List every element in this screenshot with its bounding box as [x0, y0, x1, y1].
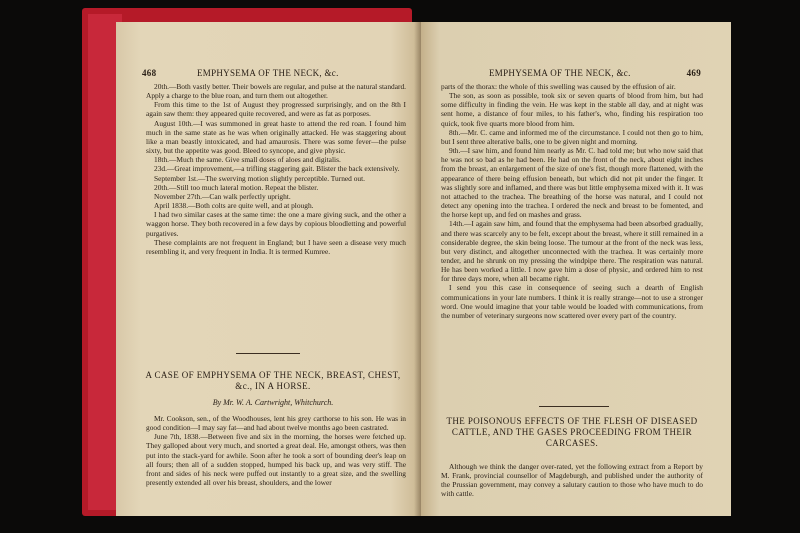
paragraph: 23d.—Great improvement,—a trifling staggering gait. Blister the back extensively.	[154, 164, 400, 174]
right-article-body	[441, 462, 703, 499]
section-divider	[236, 353, 300, 354]
left-body-text	[146, 82, 406, 256]
right-body-text	[441, 82, 703, 320]
paragraph: 18th.—Much the same. Give small doses of aloes and digitalis.	[154, 155, 341, 165]
paragraph: Although we think the danger over-rated, yet the following extract from a Report by M. Frank, provincial counsellor of Magdeburgh, and published under the authority of the Prussian government, may convey a salutary caution to those who have much to do with cattle.	[441, 462, 703, 499]
paragraph: These complaints are not frequent in England; but I have seen a disease very much resembling it, and very frequent in India. It is termed Kumree.	[146, 237, 406, 256]
paragraph: April 1838.—Both colts are quite well, and at plough.	[154, 201, 314, 211]
paragraph: August 10th.—I was summoned in great haste to attend the red roan. I found him much in the same state as he was when originally attacked. He was staggering about like a man beastly intoxicated, and had amaurosis. There was some fever—the pulse sixty, but the appetite was good. Bleed to syncope, and give physic.	[146, 118, 406, 156]
right-article-title: THE POISONOUS EFFECTS OF THE FLESH OF DISEASED CATTLE, AND THE GASES PROCEEDING FROM THEIR CARCASES.	[446, 416, 698, 448]
paragraph: 20th.—Both vastly better. Their bowels are regular, and pulse at the natural standard. Apply a charge to the blue roan, and turn them out altogether.	[146, 82, 406, 101]
paragraph: September 1st.—The swerving motion slightly perceptible. Turned out.	[154, 173, 366, 183]
left-article-title: A CASE OF EMPHYSEMA OF THE NECK, BREAST, CHEST, &c., IN A HORSE.	[145, 370, 401, 391]
right-page-number: 469	[686, 68, 701, 78]
paragraph: 8th.—Mr. C. came and informed me of the circumstance. I could not then go to him, but I sent three alterative balls, one to be given night and morning.	[441, 127, 703, 146]
right-running-head-title: EMPHYSEMA OF THE NECK, &c.	[489, 68, 631, 78]
paragraph: 9th.—I saw him, and found him nearly as Mr. C. had told me; but who now said that he was not so bad as he had been. He had on the front of the neck, about eight inches from the breast, an enlargement of the size of one's fist, though more flattened, with the appearance of there being effusion beneath, but which did not pit under the finger. It was slightly sore and inflamed, and there was but little emphysema mixed with it. It was not attached to the trachea. The breathing of the horse was natural, and I could not detect any opening into the trachea. I ordered the neck and breast to be fomented, and the horse kept up, and fed on mashes and grass.	[441, 146, 703, 220]
paragraph: June 7th, 1838.—Between five and six in the morning, the horses were fetched up. They galloped about very much, and snorted a great deal. He, amongst others, was then put into the stack-yard for awhile. Soon after he took a sort of bounding deer's leap on all fours; then all of a sudden stopped, humped his back up, and was very stiff. The front and sides of his neck were puffed out instantly to a great size, and the swelling presently extended all over his breast, shoulders, and the lower	[146, 432, 406, 488]
paragraph: 20th.—Still too much lateral motion. Repeat the blister.	[154, 182, 319, 192]
paragraph: Mr. Cookson, sen., of the Woodhouses, lent his grey carthorse to his son. He was in good condition—I may say fat—and had about twelve months ago been castrated.	[146, 414, 406, 433]
paragraph: November 27th.—Can walk perfectly upright.	[154, 191, 291, 201]
paragraph: From this time to the 1st of August they progressed surprisingly, and on the 8th I again saw them: they appeared quite recovered, and were as fat as porposes.	[146, 100, 406, 119]
left-running-head-title: EMPHYSEMA OF THE NECK, &c.	[196, 68, 339, 78]
paragraph: The son, as soon as possible, took six or seven quarts of blood from him, but had some difficulty in finding the vein. He was kept in the stable all day, and at night was sent home, a distance of four miles, to his father's, who, finding his respiration too quick, took five quarts more blood from him.	[441, 91, 703, 128]
left-article-body	[146, 414, 406, 487]
left-page	[116, 22, 421, 516]
left-running-head	[142, 68, 406, 78]
section-divider	[539, 406, 609, 407]
left-page-number: 468	[142, 68, 157, 78]
left-article-byline: By Mr. W. A. Cartwright, Whitchurch.	[212, 398, 334, 407]
paragraph: I send you this case in consequence of seeing such a dearth of English communications in your late numbers. I think it is really strange—not to use a stronger word. One would imagine that your table would be loaded with communications, from the number of veterinary surgeons now scattered over every part of the country.	[441, 283, 703, 320]
paragraph: I had two similar cases at the same time: the one a mare giving suck, and the other a waggon horse. They both recovered in a few days by copious bloodletting and powerful purgatives.	[146, 210, 406, 238]
paragraph: 14th.—I again saw him, and found that the emphysema had been absorbed gradually, and there was scarcely any to be felt, except about the breast, where it still remained in a considerable degree, the skin being loose. The tumour at the front of the neck was less, but very distinct, and altogether unconnected with the trachea. It was certainly more tender, and he shrunk on my pressing the windpipe there. The respiration was natural. He has been worked a little. I now gave him a dose of physic, and ordered him to rest for three days more, when all became right.	[441, 219, 703, 284]
paragraph: parts of the thorax: the whole of this swelling was caused by the effusion of air.	[441, 82, 676, 91]
right-page	[421, 22, 731, 516]
right-running-head	[489, 68, 701, 78]
